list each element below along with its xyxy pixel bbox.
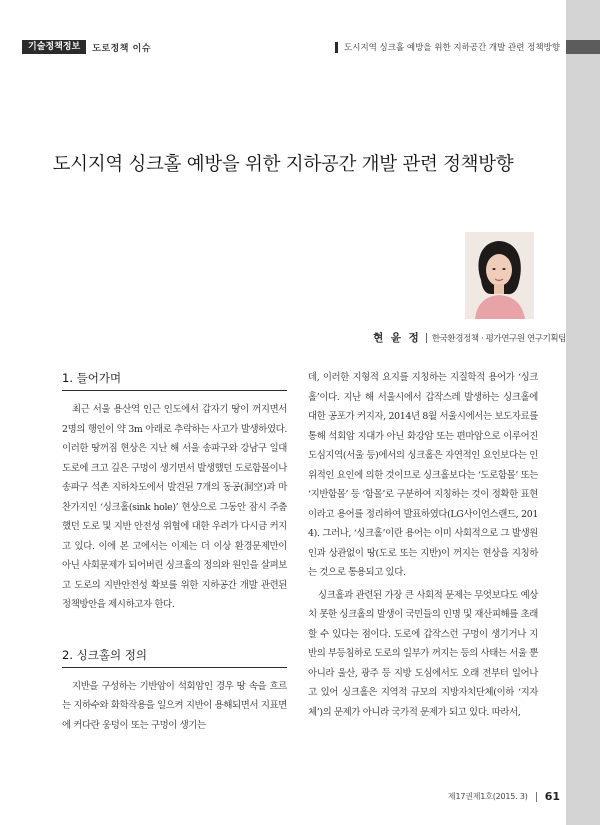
section-heading-definition: 2. 싱크홀의 정의 [62, 643, 287, 668]
header-tag: 기술정책정보 [22, 40, 86, 54]
issue-label: 제17권제1호(2015. 3) [447, 792, 528, 801]
author-divider [426, 333, 427, 343]
left-column [62, 366, 287, 735]
author-photo [465, 232, 534, 319]
right-column [308, 366, 538, 722]
article-title: 도시지역 싱크홀 예방을 위한 지하공간 개발 관련 정책방향 [52, 154, 514, 175]
running-title: 도시지역 싱크홀 예방을 위한 지하공간 개발 관련 정책방향 [344, 43, 560, 53]
page-number: 61 [544, 790, 560, 803]
page-edge-marker [566, 40, 600, 54]
definition-paragraph: 지반을 구성하는 기반암이 석회암인 경우 땅 속을 흐르는 지하수와 화학작용을 일으켜 지반이 용해되면서 지표면에 커다란 웅덩이 또는 구멍이 생기는 [62, 680, 287, 731]
intro-paragraph: 최근 서울 용산역 인근 인도에서 갑자기 땅이 꺼지면서 2명의 행인이 약 3m 아래로 추락하는 사고가 발생하였다. 이러한 땅꺼짐 현상은 지난 해 서울 송파구와 강남구 일대 도로에 크고 깊은 구멍이 생기면서 발생했던 도로함몰이나 송파구 석촌 지하차도에서 발견된 7개의 동공(洞空)과 마찬가지인 ‘싱크홀(sink hole)’ 현상으로 그동안 잠시 주춤했던 도로 및 지반 안전성 위협에 대한 우려가 다시금 커지고 있다. 이에 본 고에서는 이제는 더 이상 환경문제만이 아닌 사회문제가 되어버린 싱크홀의 정의와 원인을 살펴보고 도로의 지반안전성 확보를 위한 지하공간 개발 관련된 정책방안을 제시하고자 한다. [62, 404, 287, 610]
section-heading-intro: 1. 들어가며 [62, 366, 287, 391]
footer-divider [536, 792, 537, 802]
author-portrait-icon [465, 232, 534, 319]
page-footer [448, 790, 560, 803]
social-issue-paragraph: 싱크홀과 관련된 가장 큰 사회적 문제는 무엇보다도 예상치 못한 싱크홀의 발생이 국민들의 인명 및 재산피해를 초래할 수 있다는 점이다. 도로에 갑작스런 구멍이 생기거나 지반의 부등침하로 도로의 일부가 꺼지는 등의 사태는 서울 뿐 아니라 울산, 광주 등 지방 도심에서도 오래 전부터 일어나고 있어 싱크홀은 지역적 규모의 지방자치단체(이하 ‘지자체’)의 문제가 아니라 국가적 문제가 되고 있다. 따라서, [308, 589, 538, 718]
header-right [335, 40, 560, 54]
author-line [373, 330, 566, 345]
page-edge-bar [566, 0, 600, 825]
header-section: 도로정책 이슈 [92, 43, 151, 54]
author-affiliation: 한국환경정책 · 평가연구원 연구기획팀 [431, 334, 566, 344]
header-bullet-icon [335, 42, 338, 53]
continuation-paragraph: 데, 이러한 지형적 요지를 지칭하는 지질학적 용어가 ‘싱크홀’이다. 지난 해 서울시에서 갑작스레 발생하는 싱크홀에 대한 공포가 커지자, 2014년 8월 서울시에서는 보도자료를 통해 석회암 지대가 아닌 화강암 또는 편마암으로 이루어진 도심지역(서울 등)에서의 싱크홀은 자연적인 요인보다는 인위적인 요인에 의한 것이므로 싱크홀보다는 ‘도로함몰’ 또는 ‘지반함몰’ 등 ‘함몰’로 구분하여 지칭하는 것이 정확한 표현이라고 용어를 정리하여 발표하였다(LG사이언스랜드, 2014). 그러나, ‘싱크홀’이란 용어는 이미 사회적으로 그 발생원인과 상관없이 땅(도로 또는 지반)이 꺼지는 현상을 지칭하는 것으로 통용되고 있다. [308, 372, 538, 578]
header-left [22, 40, 151, 54]
author-name: 현 윤 정 [373, 332, 421, 344]
